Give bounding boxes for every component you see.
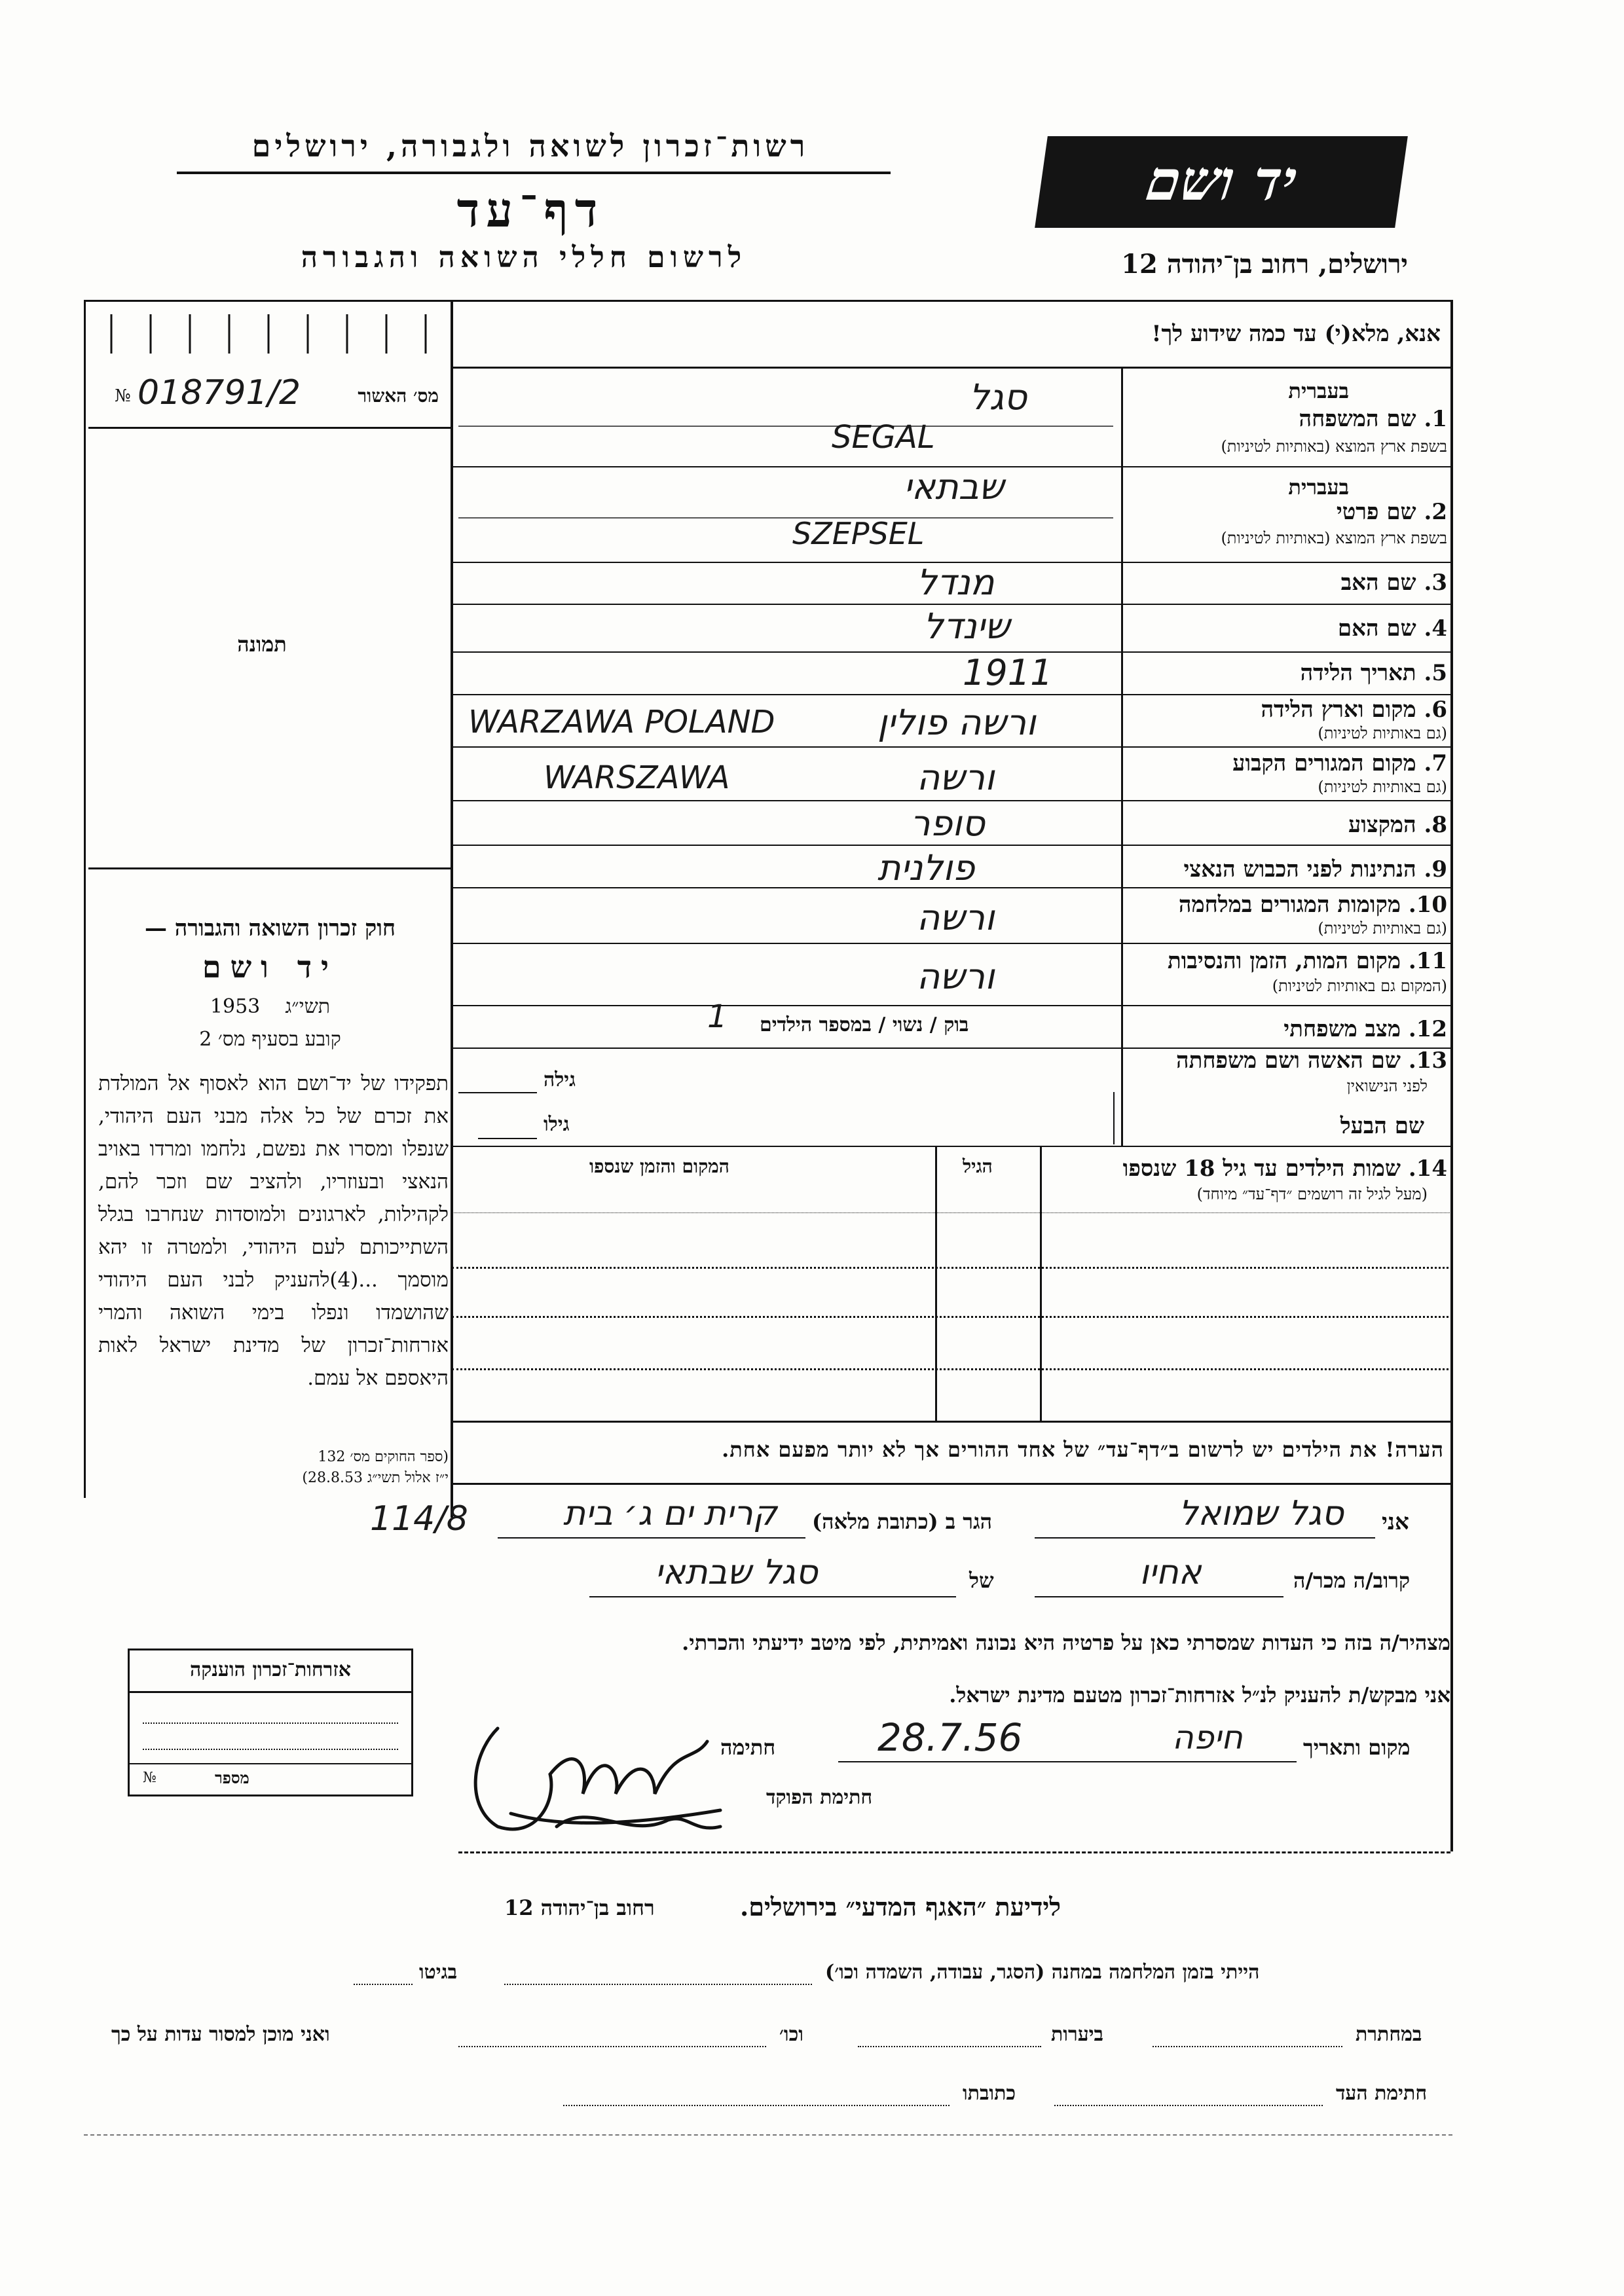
- field-6-label: 6. מקום וארץ הלידה: [1261, 697, 1447, 723]
- handwritten-signature: [458, 1702, 733, 1846]
- decl-relative-value: אחיו: [1139, 1553, 1202, 1592]
- field-12-value: 1: [707, 998, 728, 1035]
- yad-vashem-logo: יד ושם: [1035, 136, 1408, 228]
- archive-line-1: הייתי בזמן המלחמה במחנה (הסגר, עבודה, השמדה וכו׳): [825, 1961, 1260, 1984]
- field-1-label: 1. שם המשפחה: [1299, 406, 1447, 432]
- decl-of-label: של: [969, 1568, 994, 1593]
- children-col-age: הגיל: [963, 1156, 993, 1177]
- decl-officer-label: חתימת הפוקד: [766, 1786, 873, 1809]
- decl-relative-label: קרוב/ה מכר/ה: [1293, 1568, 1411, 1593]
- field-1-sub: בשפת ארץ המוצא (באותיות לטיניות): [1221, 437, 1447, 456]
- decl-date-value: 28.7.56: [877, 1715, 1023, 1760]
- field-1-value-hebrew: סגל: [969, 376, 1027, 418]
- field-2-sub: בשפת ארץ המוצא (באותיות לטיניות): [1221, 529, 1447, 547]
- field-6-value-latin: WARZAWA POLAND: [468, 704, 775, 740]
- decl-place-value: חיפה: [1172, 1719, 1243, 1757]
- archive-underground: במחתרת: [1356, 2023, 1422, 2046]
- archive-etc: וכו׳: [779, 2023, 803, 2046]
- law-title: חוק זכרון השואה והגבורה —: [144, 915, 396, 941]
- decl-i-value: סגל שמואל: [1179, 1494, 1344, 1533]
- archive-address: רחוב בן־יהודה 12: [504, 1895, 655, 1920]
- field-10-label: 10. מקומות המגורים במלחמה: [1178, 892, 1447, 918]
- field-1-value-latin: SEGAL: [832, 419, 935, 456]
- children-label: 14. שמות הילדים עד גיל 18 שנספו: [1122, 1156, 1447, 1182]
- photo-label: תמונה: [237, 632, 287, 657]
- field-4-value: שינדל: [923, 606, 1010, 647]
- field-11-label: 11. מקום המות, הזמן והנסיבות: [1167, 948, 1447, 974]
- field-11-value: ורשה: [917, 956, 995, 997]
- field-2-value-hebrew: שבתאי: [904, 466, 1005, 507]
- archive-ghetto: בגיטו: [419, 1961, 458, 1984]
- decl-statement-1: מצהיר/ה בזה כי העדות שמסרתי כאן על פרטיה היא נכונה ואמיתית, לפי מיטב ידיעתי והכרתי.: [682, 1630, 1450, 1655]
- law-year: 1953 תשי״ג: [210, 995, 331, 1018]
- note: הערה! את הילדים יש לרשום ב״דף־עד״ של אחד ההורים אך לא יותר מפעם אחת.: [722, 1437, 1444, 1462]
- field-7-sub: (גם באותיות לטיניות): [1318, 778, 1447, 796]
- field-9-label: 9. הנתינות לפני הכבוש הנאצי: [1183, 856, 1447, 883]
- field-2-lang: בעברית: [1288, 475, 1349, 500]
- field-2-label: 2. שם פרטי: [1336, 499, 1447, 525]
- field-13-sub: לפני הנישואין: [1346, 1077, 1428, 1095]
- intro-text: אנא, מלא(י) עד כמה שידוע לך!: [1151, 321, 1441, 347]
- record-number: № 018791/2 מס׳ האשור: [115, 373, 439, 412]
- field-10-value: ורשה: [917, 897, 995, 938]
- decl-residing-value: קרית ים ג׳ בית: [563, 1494, 777, 1533]
- decl-place-date-label: מקום ותאריך: [1303, 1735, 1411, 1760]
- law-clause: קובע בסעיף מס׳ 2: [199, 1028, 341, 1051]
- field-7-label: 7. מקום המגורים הקבוע: [1232, 750, 1447, 776]
- children-col-place: המקום והזמן שנספו: [589, 1156, 729, 1177]
- field-12-options: בוק / נשוי / במספר הילדים: [760, 1013, 969, 1036]
- record-ticks: [98, 314, 439, 360]
- field-1-lang: בעברית: [1288, 378, 1349, 403]
- form-subtitle: לרשום חללי השואה והגבורה: [301, 241, 747, 274]
- institution-name: רשות־זכרון לשואה ולגבורה, ירושלים: [251, 128, 809, 164]
- field-13-age: גילה: [544, 1068, 576, 1091]
- field-4-label: 4. שם האם: [1337, 615, 1447, 642]
- field-7-value-hebrew: ורשה: [917, 757, 995, 798]
- field-8-label: 8. המקצוע: [1348, 812, 1447, 838]
- decl-i-label: אני: [1382, 1509, 1409, 1535]
- law-name: יד ושם: [202, 949, 339, 985]
- husband-label: שם הבעל: [1340, 1113, 1424, 1139]
- field-3-label: 3. שם האב: [1340, 570, 1447, 596]
- field-6-value-hebrew: ורשה פולין: [877, 702, 1036, 743]
- field-8-value: סופר: [910, 803, 985, 844]
- field-13-label: 13. שם האשה ושם משפחתה: [1176, 1048, 1447, 1074]
- field-5-label: 5. תאריך הלידה: [1300, 660, 1447, 686]
- field-10-sub: (גם באותיות לטיניות): [1318, 919, 1447, 938]
- archive-address-label: כתובתו: [963, 2082, 1016, 2105]
- field-11-sub: (המקום גם באותיות לטיניות): [1272, 977, 1447, 995]
- decl-residing-label: הגר ב (כתובת מלאה): [812, 1509, 992, 1534]
- children-sub: (מעל לגיל זה רושמים ״דף־עד״ מיוחד): [1196, 1185, 1428, 1203]
- husband-age: גילו: [544, 1113, 570, 1136]
- field-2-value-latin: SZEPSEL: [792, 516, 925, 551]
- archive-ready: ואני מוכן למסור עדות על כך: [111, 2023, 330, 2046]
- form-title: דף־עד: [456, 182, 604, 238]
- decl-house-number: 114/8: [370, 1499, 468, 1539]
- field-6-sub: (גם באותיות לטיניות): [1318, 724, 1447, 742]
- field-12-label: 12. מצב משפחתי: [1283, 1016, 1447, 1042]
- archive-witness-sig: חתימת העד: [1336, 2082, 1428, 2105]
- law-body: תפקידו של יד־ושם הוא לאסוף אל המולדת את זכרם של כל אלה מבני העם היהודי, שנפלו ומסרו את נפשם, נלחמו ומרדו באויב הנאצי ובעוזריו, ולהציב שם וזכר להם, לקהילות, לארגונים ולמוסדות שנחרבו בגלל השתייכותם לעם היהודי, ולמטרה זו יהא מוסמך ...(4)להעניק לבני העם היהודי שהושמדו ונפלו בימי השואה והמרי אזרחות־זכרון של מדינת ישראל לאות היאספם אל עמם.: [98, 1072, 449, 1390]
- archive-forests: ביערות: [1051, 2023, 1104, 2046]
- citizenship-box: אזרחות־זכרון הוענקה № מספר: [128, 1649, 413, 1796]
- archive-title: לידיעת ״האגף המדעי״ בירושלים.: [740, 1892, 1061, 1922]
- decl-of-value: סגל שבתאי: [655, 1553, 818, 1592]
- law-footnote: (ספר החוקים מס׳ 132 י״ז אלול תשי״ג 28.8.53): [302, 1449, 449, 1486]
- address: ירושלים, רחוב בן־יהודה 12: [1121, 249, 1408, 280]
- field-9-value: פולנית: [877, 847, 975, 888]
- decl-statement-2: אני מבקש/ת להעניק לנ״ל אזרחות־זכרון מטעם מדינת ישראל.: [949, 1683, 1450, 1707]
- decl-signature-label: חתימה: [720, 1735, 776, 1760]
- field-7-value-latin: WARSZAWA: [544, 759, 730, 796]
- field-5-value: 1911: [963, 652, 1053, 693]
- field-3-value: מנדל: [917, 562, 995, 603]
